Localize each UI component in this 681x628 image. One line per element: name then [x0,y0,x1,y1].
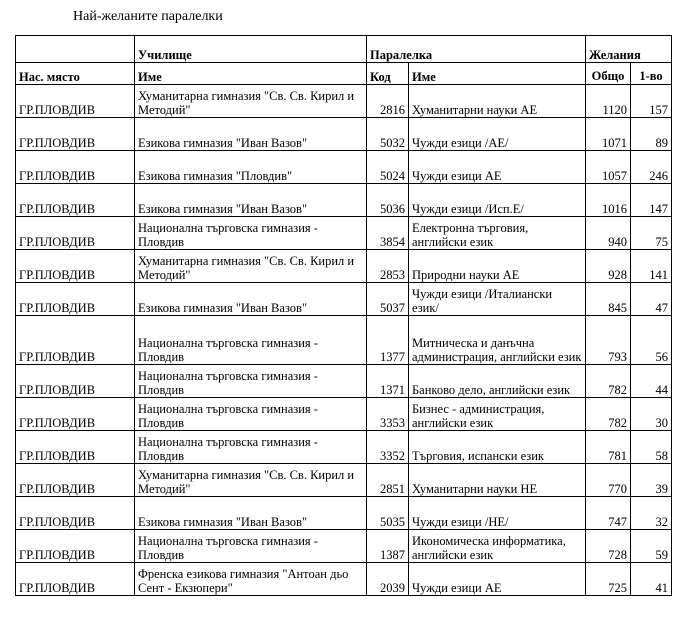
header-class-name: Име [409,63,586,85]
school-name-cell: Езикова гимназия "Иван Вазов" [135,118,367,151]
class-name-cell: Чужди езици АЕ [409,563,586,596]
wishes-first-cell: 44 [631,365,672,398]
wishes-first-cell: 39 [631,464,672,497]
class-name-cell: Електронна търговия, английски език [409,217,586,250]
school-name-cell: Национална търговска гимназия - Пловдив [135,398,367,431]
wishes-total-cell: 725 [586,563,631,596]
wishes-total-cell: 1071 [586,118,631,151]
table-row [16,365,672,398]
class-code-cell: 2853 [367,250,409,283]
class-name-cell: Търговия, испански език [409,431,586,464]
wishes-first-cell: 89 [631,118,672,151]
class-code-cell: 3854 [367,217,409,250]
wishes-first-cell: 147 [631,184,672,217]
school-name-cell: Езикова гимназия "Пловдив" [135,151,367,184]
class-code-cell: 2039 [367,563,409,596]
classes-table [15,35,672,596]
table-row [16,316,672,365]
table-row [16,464,672,497]
school-name-cell: Хуманитарна гимназия "Св. Св. Кирил и Методий" [135,250,367,283]
class-name-cell: Чужди езици /Италиански език/ [409,283,586,316]
class-name-cell: Бизнес - администрация, английски език [409,398,586,431]
class-code-cell: 2851 [367,464,409,497]
header-class-code: Код [367,63,409,85]
table-row [16,217,672,250]
class-code-cell: 3353 [367,398,409,431]
school-name-cell: Национална търговска гимназия - Пловдив [135,530,367,563]
class-name-cell: Банково дело, английски език [409,365,586,398]
place-cell: ГР.ПЛОВДИВ [16,563,135,596]
wishes-first-cell: 141 [631,250,672,283]
wishes-total-cell: 770 [586,464,631,497]
wishes-total-cell: 928 [586,250,631,283]
class-code-cell: 5032 [367,118,409,151]
table-body [16,85,672,596]
place-cell: ГР.ПЛОВДИВ [16,118,135,151]
wishes-total-cell: 781 [586,431,631,464]
wishes-total-cell: 747 [586,497,631,530]
class-name-cell: Чужди езици /АЕ/ [409,118,586,151]
school-name-cell: Езикова гимназия "Иван Вазов" [135,497,367,530]
place-cell: ГР.ПЛОВДИВ [16,250,135,283]
place-cell: ГР.ПЛОВДИВ [16,217,135,250]
wishes-total-cell: 728 [586,530,631,563]
wishes-first-cell: 30 [631,398,672,431]
class-name-cell: Чужди езици /НЕ/ [409,497,586,530]
school-name-cell: Хуманитарна гимназия "Св. Св. Кирил и Методий" [135,464,367,497]
table-row [16,151,672,184]
table-row [16,398,672,431]
school-name-cell: Френска езикова гимназия "Антоан дьо Сент - Екзюпери" [135,563,367,596]
school-name-cell: Езикова гимназия "Иван Вазов" [135,283,367,316]
class-code-cell: 3352 [367,431,409,464]
place-cell: ГР.ПЛОВДИВ [16,184,135,217]
class-name-cell: Митническа и данъчна администрация, английски език [409,316,586,365]
school-name-cell: Хуманитарна гимназия "Св. Св. Кирил и Методий" [135,85,367,118]
wishes-first-cell: 58 [631,431,672,464]
table-row [16,497,672,530]
wishes-total-cell: 782 [586,365,631,398]
header-wishes-group: Желания [586,36,672,63]
wishes-total-cell: 940 [586,217,631,250]
class-code-cell: 1387 [367,530,409,563]
wishes-total-cell: 845 [586,283,631,316]
school-name-cell: Национална търговска гимназия - Пловдив [135,365,367,398]
wishes-first-cell: 41 [631,563,672,596]
table-row [16,118,672,151]
class-code-cell: 5024 [367,151,409,184]
header-school-name: Име [135,63,367,85]
wishes-total-cell: 782 [586,398,631,431]
header-school-group: Училище [135,36,367,63]
school-name-cell: Национална търговска гимназия - Пловдив [135,431,367,464]
wishes-first-cell: 47 [631,283,672,316]
header-place: Нас. място [16,63,135,85]
class-code-cell: 1371 [367,365,409,398]
header-class-group: Паралелка [367,36,586,63]
class-code-cell: 5036 [367,184,409,217]
place-cell: ГР.ПЛОВДИВ [16,497,135,530]
class-name-cell: Хуманитарни науки НЕ [409,464,586,497]
table-row [16,530,672,563]
wishes-total-cell: 1057 [586,151,631,184]
header-row-columns [16,63,672,85]
table-row [16,184,672,217]
place-cell: ГР.ПЛОВДИВ [16,398,135,431]
school-name-cell: Национална търговска гимназия - Пловдив [135,316,367,365]
wishes-total-cell: 1120 [586,85,631,118]
wishes-first-cell: 59 [631,530,672,563]
wishes-first-cell: 157 [631,85,672,118]
document-title: Най-желаните паралелки [73,9,223,24]
class-code-cell: 5035 [367,497,409,530]
header-wishes-first: 1-во [631,63,672,85]
table-row [16,85,672,118]
table-row [16,431,672,464]
class-code-cell: 5037 [367,283,409,316]
class-name-cell: Чужди езици /Исп.Е/ [409,184,586,217]
class-name-cell: Природни науки АЕ [409,250,586,283]
school-name-cell: Национална търговска гимназия - Пловдив [135,217,367,250]
class-code-cell: 2816 [367,85,409,118]
place-cell: ГР.ПЛОВДИВ [16,530,135,563]
class-code-cell: 1377 [367,316,409,365]
table-header [16,36,672,85]
place-cell: ГР.ПЛОВДИВ [16,85,135,118]
place-cell: ГР.ПЛОВДИВ [16,316,135,365]
header-wishes-total: Общо [586,63,631,85]
wishes-first-cell: 32 [631,497,672,530]
wishes-first-cell: 56 [631,316,672,365]
table-row [16,563,672,596]
wishes-total-cell: 1016 [586,184,631,217]
place-cell: ГР.ПЛОВДИВ [16,365,135,398]
table-row [16,283,672,316]
class-name-cell: Хуманитарни науки АЕ [409,85,586,118]
wishes-first-cell: 75 [631,217,672,250]
class-name-cell: Чужди езици АЕ [409,151,586,184]
header-place-spacer [16,36,135,63]
place-cell: ГР.ПЛОВДИВ [16,431,135,464]
wishes-first-cell: 246 [631,151,672,184]
place-cell: ГР.ПЛОВДИВ [16,151,135,184]
class-name-cell: Икономическа информатика, английски език [409,530,586,563]
header-row-groups [16,36,672,63]
wishes-total-cell: 793 [586,316,631,365]
school-name-cell: Езикова гимназия "Иван Вазов" [135,184,367,217]
place-cell: ГР.ПЛОВДИВ [16,464,135,497]
place-cell: ГР.ПЛОВДИВ [16,283,135,316]
table-row [16,250,672,283]
